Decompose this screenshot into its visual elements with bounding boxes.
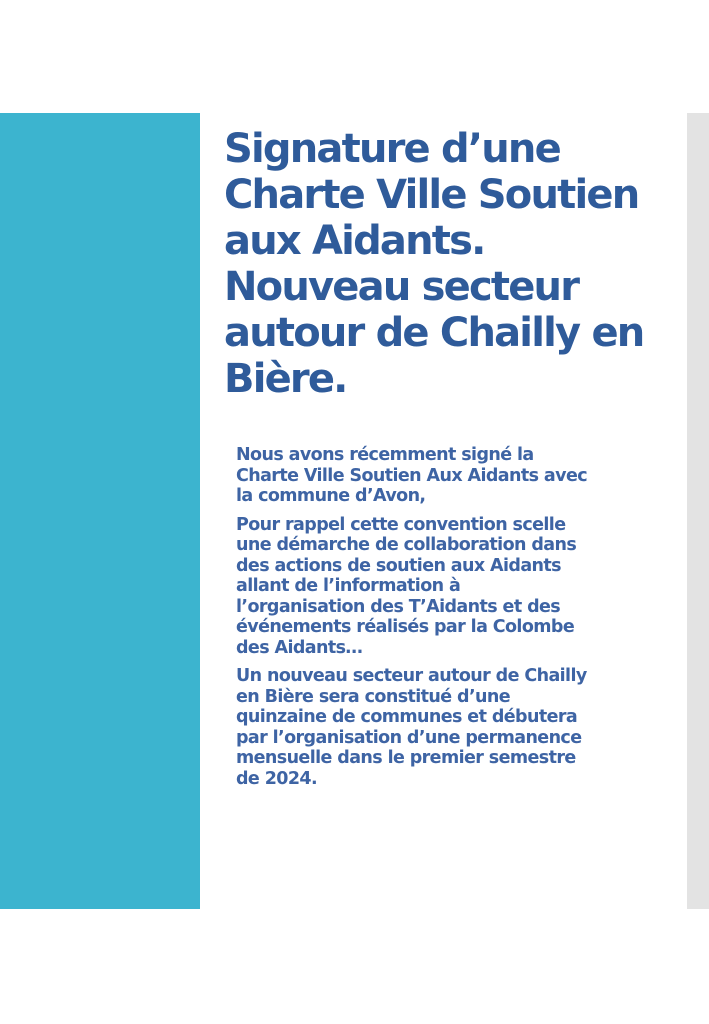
body-line: de 2024. [236, 768, 318, 789]
body-line: Pour rappel cette convention scelle [236, 514, 566, 535]
title-line: Bière. [224, 356, 347, 402]
paragraph-convention [236, 515, 676, 659]
body-line: l’organisation des T’Aidants et des [236, 596, 561, 617]
title-line: aux Aidants. [224, 218, 485, 264]
title-line: Charte Ville Soutien [224, 172, 639, 218]
page-title [224, 126, 684, 402]
body-line: Nous avons récemment signé la [236, 445, 534, 465]
body-line: en Bière sera constitué d’une [236, 686, 511, 707]
decorative-gray-strip [687, 113, 709, 909]
body-line: mensuelle dans le premier semestre [236, 748, 576, 768]
article-body [236, 445, 676, 797]
paragraph-signature [236, 445, 676, 507]
body-line: quinzaine de communes et débutera [236, 707, 578, 727]
body-line: des Aidants… [236, 637, 363, 658]
body-line: une démarche de collaboration dans [236, 535, 577, 555]
body-line: des actions de soutien aux Aidants [236, 555, 561, 576]
body-line: Charte Ville Soutien Aux Aidants avec [236, 465, 587, 486]
decorative-color-band [0, 113, 200, 909]
title-line: Signature d’une [224, 126, 560, 172]
title-line: Nouveau secteur [224, 264, 579, 310]
title-line: autour de Chailly en [224, 310, 644, 356]
body-line: Un nouveau secteur autour de Chailly [236, 666, 587, 686]
body-line: allant de l’information à [236, 576, 461, 596]
body-line: la commune d’Avon, [236, 486, 426, 506]
paragraph-new-sector [236, 666, 676, 789]
body-line: par l’organisation d’une permanence [236, 727, 582, 748]
body-line: événements réalisés par la Colombe [236, 617, 575, 637]
